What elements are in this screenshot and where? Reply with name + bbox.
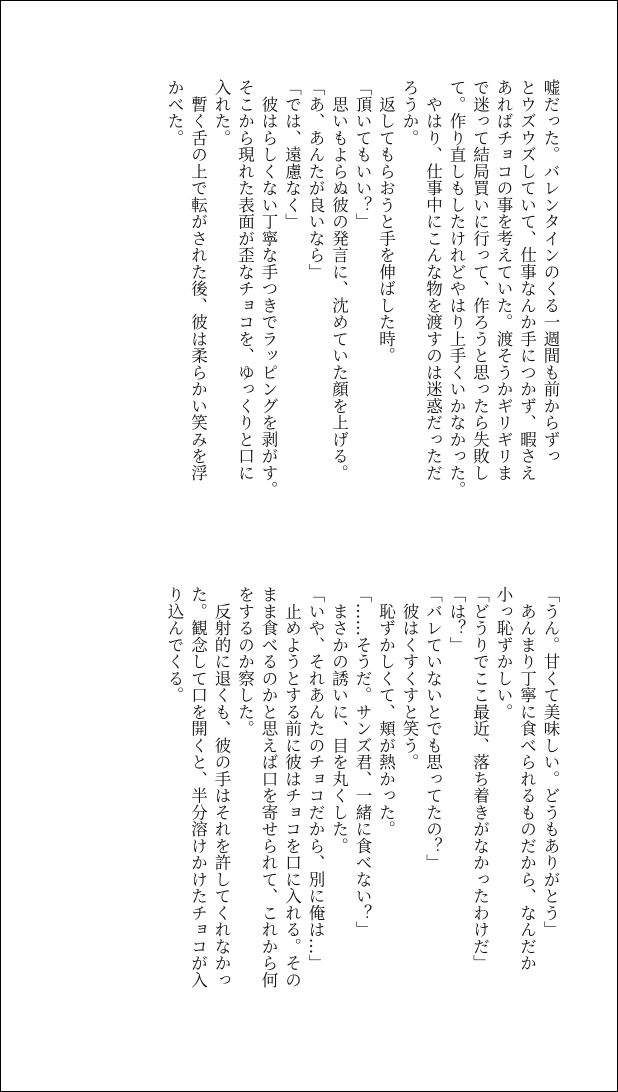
- text-line: 「どうりでここ最近、落ち着きがなかったわけだ」: [470, 586, 490, 972]
- text-line: まま食べるのかと思えば口を寄せられて、これから何: [259, 586, 278, 988]
- text-line: 「バレていないとでも思ってたの？」: [423, 586, 443, 871]
- text-line: あんまり丁寧に食べられるものだから、なんだか: [517, 586, 537, 972]
- text-line: まさかの誘いに、目を丸くした。: [329, 586, 349, 854]
- text-line: て。作り直しもしたけれどやはり上手くいかなかった。: [447, 79, 466, 498]
- text-line: 小っ恥ずかしい。: [494, 586, 513, 720]
- text-line: 嘘だった。バレンタインのくる一週間も前からずっ: [541, 79, 560, 465]
- text-line: 「頂いてもいい？」: [353, 79, 372, 230]
- text-line: 「いや、それあんたのチョコだから、別に俺は…」: [306, 586, 325, 972]
- text-line: 暫く舌の上で転がされた後、彼は柔らかい笑みを浮: [188, 79, 208, 481]
- text-line: あればチョコの事を考えていた。渡そうかギリギリま: [494, 79, 513, 481]
- text-line: た。観念して口を開くと、半分溶けかけたチョコが入: [188, 586, 208, 988]
- text-line: 入れた。: [212, 79, 231, 146]
- text-line: 恥ずかしくて、頬が熱かった。: [376, 586, 396, 838]
- text-line: そこから現れた表面が歪なチョコを、ゆっくりと口に: [235, 79, 255, 481]
- text-line: 「では、遠慮なく」: [282, 79, 302, 230]
- text-line: とウズウズしていて、仕事なんか手につかず、暇さえ: [517, 79, 537, 481]
- text-line: ろうか。: [400, 79, 419, 146]
- text-line: 止めようとする前に彼はチョコを口に入れる。その: [282, 586, 302, 988]
- text-line: 「は？」: [447, 586, 466, 653]
- text-line: をするのか察した。: [235, 586, 255, 737]
- text-line: かべた。: [165, 79, 184, 146]
- text-line: 思いもよらぬ彼の発言に、沈めていた顔を上げる。: [329, 79, 349, 481]
- text-line: で迷って結局買いに行って、作ろうと思ったら失敗し: [470, 79, 490, 481]
- text-line: 反射的に退くも、彼の手はそれを許してくれなかっ: [212, 586, 231, 988]
- text-line: 「あ、あんたが良いなら」: [306, 79, 325, 280]
- text-line: 返してもらおうと手を伸ばした時。: [376, 79, 396, 364]
- text-line: 彼はらしくない丁寧な手つきでラッピングを剥がす。: [259, 79, 278, 498]
- text-line: り込んでくる。: [165, 586, 184, 704]
- text-line: 彼はくすくすと笑う。: [400, 586, 419, 771]
- text-line: 「うん。甘くて美味しい。どうもありがとう」: [541, 586, 560, 938]
- text-line: 「……そうだ。サンズ君、一緒に食べない？」: [353, 586, 372, 938]
- top-text-block: [163, 79, 563, 549]
- text-line: やはり、仕事中にこんな物を渡すのは迷惑だっただ: [423, 79, 443, 481]
- bottom-text-block: [163, 586, 563, 1056]
